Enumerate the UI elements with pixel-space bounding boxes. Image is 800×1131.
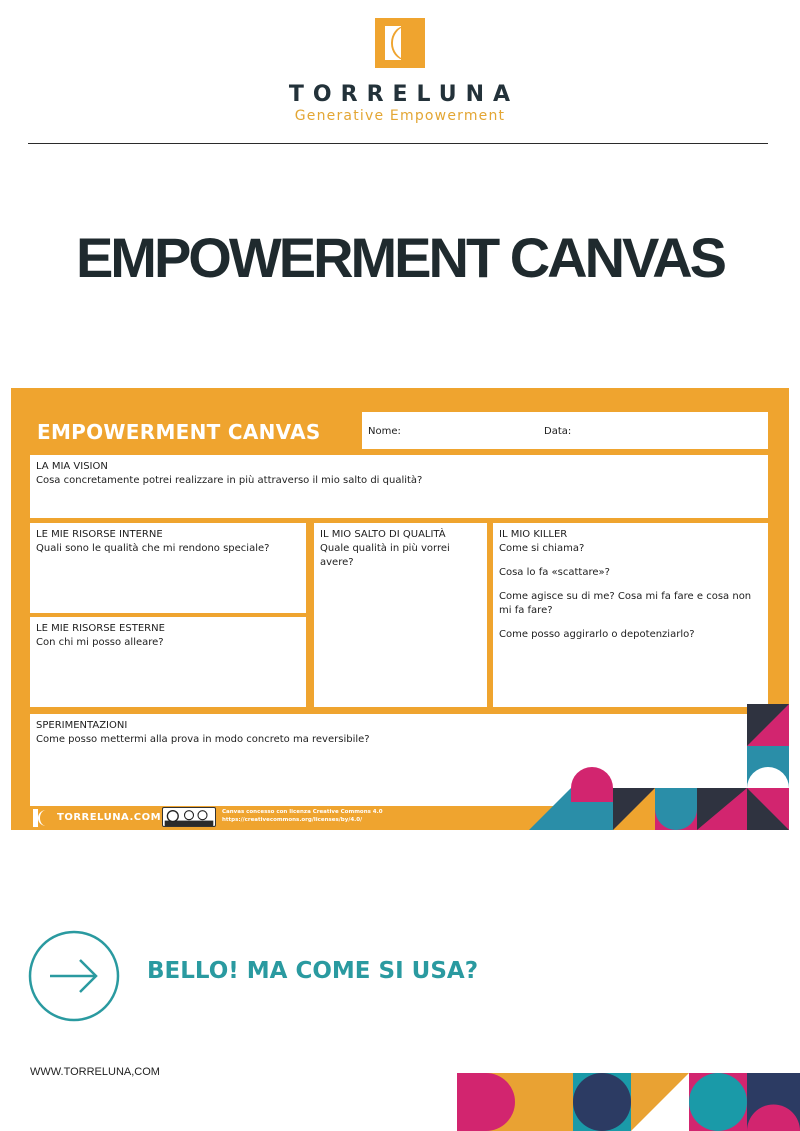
canvas-title: EMPOWERMENT CANVAS <box>37 420 321 444</box>
license-url: https://creativecommons.org/licenses/by/4.0/ <box>222 817 363 823</box>
killer-question: Come posso aggirarlo o depotenziarlo? <box>499 629 695 640</box>
arrow-right-icon[interactable] <box>28 930 120 1022</box>
license-line: Canvas concesso con licenza Creative Commons 4.0 <box>222 809 383 815</box>
external-resources-question: Con chi mi posso alleare? <box>36 637 164 648</box>
internal-resources-question: Quali sono le qualità che mi rendono speciale? <box>36 543 270 554</box>
vision-heading: LA MIA VISION <box>36 461 108 472</box>
vision-box <box>30 455 768 518</box>
empowerment-canvas <box>11 388 789 830</box>
name-date-box <box>362 412 768 449</box>
experiments-heading: SPERIMENTAZIONI <box>36 720 128 731</box>
brand-tagline: Generative Empowerment <box>294 108 506 124</box>
torreluna-small-logo-icon <box>33 809 47 827</box>
license-text <box>222 808 383 824</box>
torreluna-logo-icon <box>375 18 425 68</box>
decorative-geometric-footer <box>457 1073 800 1131</box>
internal-resources-box <box>30 523 306 613</box>
killer-box <box>493 523 768 707</box>
how-to-use-link[interactable]: BELLO! MA COME SI USA? <box>147 958 479 984</box>
experiments-question: Come posso mettermi alla prova in modo concreto ma reversibile? <box>36 734 370 745</box>
killer-question: Cosa lo fa «scattare»? <box>499 567 610 578</box>
quality-leap-question: Quale qualità in più vorrei avere? <box>320 543 450 568</box>
quality-leap-heading: IL MIO SALTO DI QUALITÀ <box>320 529 446 540</box>
canvas-footer-site: TORRELUNA.COM <box>57 812 162 823</box>
footer-website: WWW.TORRELUNA,COM <box>30 1066 160 1078</box>
quality-leap-box <box>314 523 487 707</box>
killer-heading: IL MIO KILLER <box>499 529 568 540</box>
nome-label: Nome: <box>368 426 401 437</box>
killer-question: Come agisce su di me? Cosa mi fa fare e cosa non mi fa fare? <box>499 591 752 616</box>
decorative-geometric-pattern <box>529 704 789 830</box>
external-resources-box <box>30 617 306 707</box>
header-divider <box>28 143 768 144</box>
page-title: EMPOWERMENT CANVAS <box>75 226 725 289</box>
brand-name: TORRELUNA <box>288 82 520 107</box>
external-resources-heading: LE MIE RISORSE ESTERNE <box>36 623 165 634</box>
killer-question: Come si chiama? <box>499 543 585 554</box>
data-label: Data: <box>544 426 572 437</box>
creative-commons-badge-icon <box>162 807 216 827</box>
vision-question: Cosa concretamente potrei realizzare in più attraverso il mio salto di qualità? <box>36 475 423 486</box>
internal-resources-heading: LE MIE RISORSE INTERNE <box>36 529 163 540</box>
